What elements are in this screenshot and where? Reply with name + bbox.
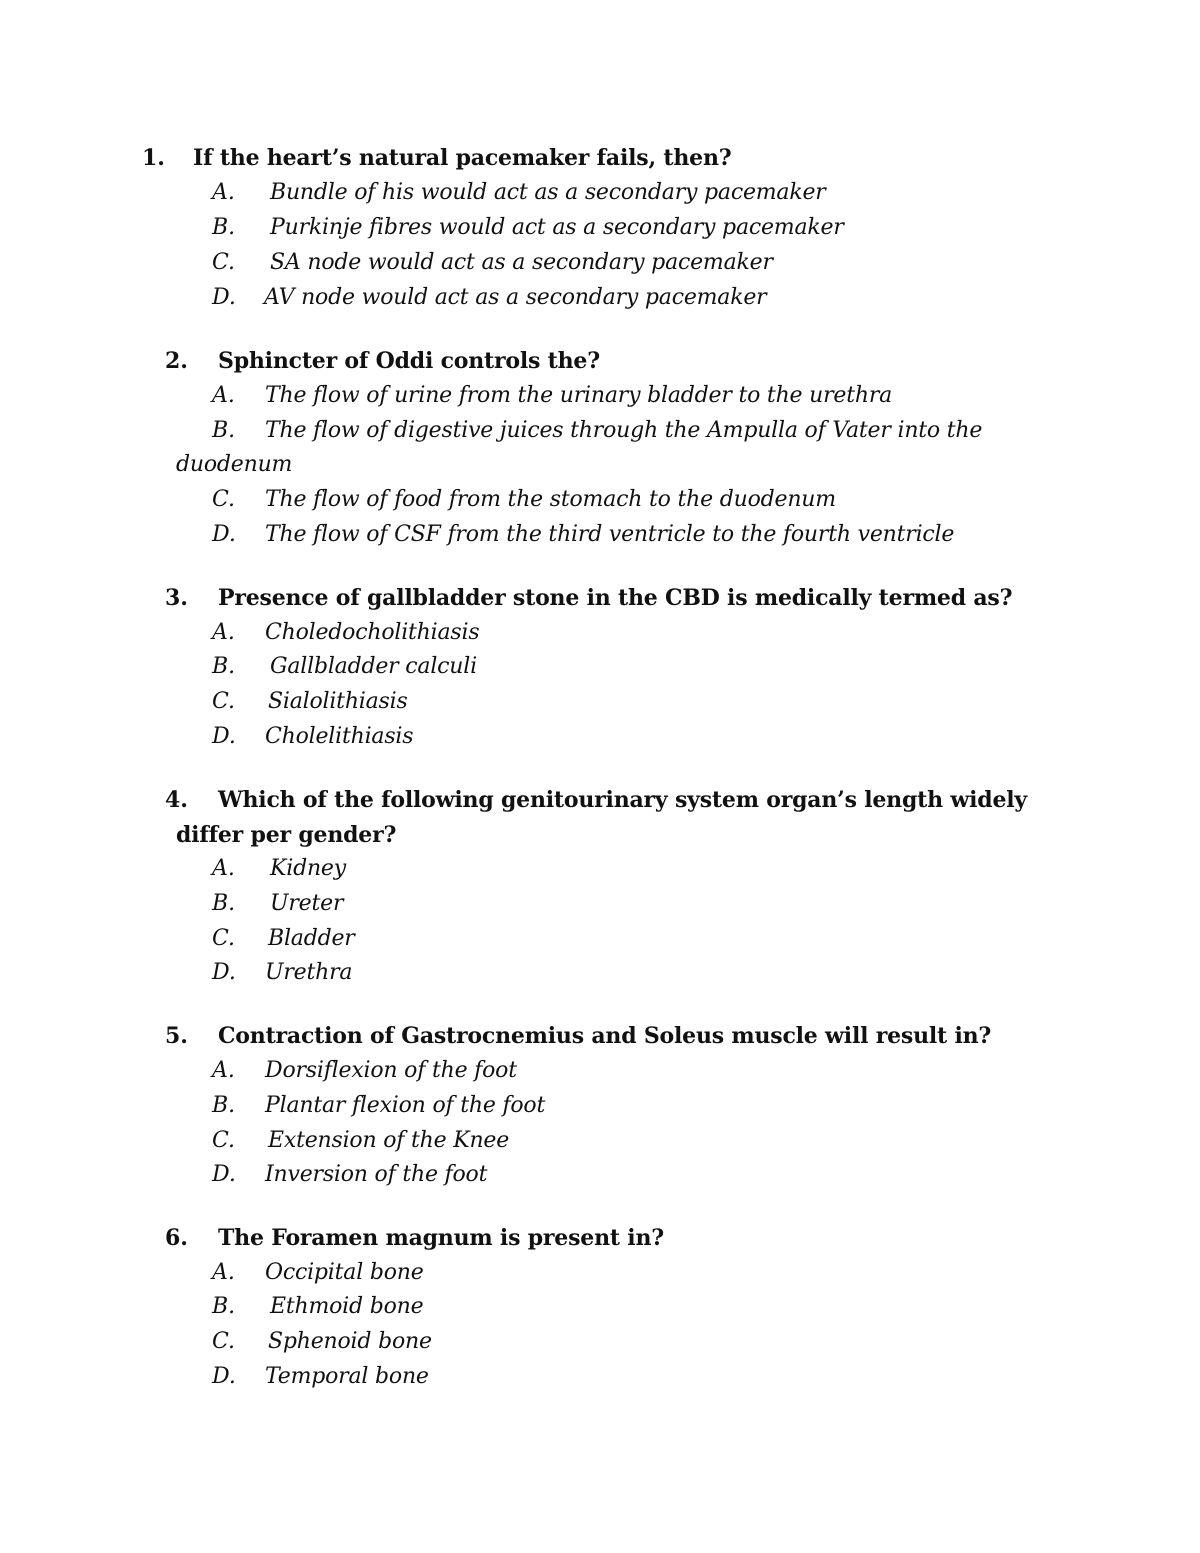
option-text: Dorsiflexion of the foot xyxy=(265,1058,517,1083)
option-text: The flow of digestive juices through the Ampulla of Vater into the xyxy=(265,418,983,443)
option-letter: A. xyxy=(212,1260,235,1285)
option-text: Sialolithiasis xyxy=(268,689,408,714)
option-text: Bundle of his would act as a secondary pacemaker xyxy=(270,180,826,205)
option-letter: B. xyxy=(212,215,236,240)
option-text: Sphenoid bone xyxy=(268,1329,432,1354)
option-letter: A. xyxy=(212,856,235,881)
option-text: Plantar flexion of the foot xyxy=(265,1093,546,1118)
option-text: Ethmoid bone xyxy=(270,1294,424,1319)
question-text: Which of the following genitourinary system organ’s length widely xyxy=(218,787,1027,813)
option-letter: A. xyxy=(212,1058,235,1083)
option-letter: B. xyxy=(212,1093,236,1118)
option-text: Cholelithiasis xyxy=(265,724,414,749)
question-text: Contraction of Gastrocnemius and Soleus muscle will result in? xyxy=(218,1023,992,1049)
option-text: The flow of food from the stomach to the duodenum xyxy=(265,487,836,512)
question-number: 6. xyxy=(165,1225,188,1251)
option-letter: C. xyxy=(212,689,236,714)
option-letter: C. xyxy=(212,250,236,275)
option-text: Kidney xyxy=(270,856,346,881)
option-text: The flow of urine from the urinary bladder to the urethra xyxy=(265,383,893,408)
option-letter: D. xyxy=(212,724,236,749)
option-text: The flow of CSF from the third ventricle to the fourth ventricle xyxy=(265,522,955,547)
option-letter: B. xyxy=(212,1294,236,1319)
question-number: 3. xyxy=(165,585,188,611)
question-number: 2. xyxy=(165,348,188,374)
option-text: AV node would act as a secondary pacemaker xyxy=(264,285,767,310)
option-text: Choledocholithiasis xyxy=(265,620,480,645)
question-text: Sphincter of Oddi controls the? xyxy=(218,348,600,374)
option-letter: D. xyxy=(212,522,236,547)
option-letter: C. xyxy=(212,926,236,951)
option-text: Temporal bone xyxy=(265,1364,429,1389)
option-text: Urethra xyxy=(265,960,353,985)
option-text: Gallbladder calculi xyxy=(270,654,477,679)
option-text: Inversion of the foot xyxy=(265,1162,488,1187)
question-number: 5. xyxy=(165,1023,188,1049)
option-text: Occipital bone xyxy=(265,1260,424,1285)
question-text: The Foramen magnum is present in? xyxy=(218,1225,664,1251)
option-letter: B. xyxy=(212,418,236,443)
option-text: Ureter xyxy=(270,891,344,916)
option-text-continuation: duodenum xyxy=(176,452,293,477)
question-number: 1. xyxy=(142,145,165,171)
option-letter: A. xyxy=(212,383,235,408)
option-letter: A. xyxy=(212,180,235,205)
option-letter: C. xyxy=(212,1128,236,1153)
option-letter: A. xyxy=(212,620,235,645)
option-text: SA node would act as a secondary pacemaker xyxy=(270,250,773,275)
option-text: Extension of the Knee xyxy=(268,1128,510,1153)
question-number: 4. xyxy=(165,787,188,813)
question-text-continuation: differ per gender? xyxy=(176,822,397,848)
option-letter: B. xyxy=(212,654,236,679)
question-text: If the heart’s natural pacemaker fails, then? xyxy=(193,145,732,171)
option-letter: B. xyxy=(212,891,236,916)
option-letter: C. xyxy=(212,487,236,512)
option-letter: D. xyxy=(212,960,236,985)
option-letter: D. xyxy=(212,285,236,310)
option-text: Bladder xyxy=(268,926,355,951)
option-letter: D. xyxy=(212,1162,236,1187)
question-text: Presence of gallbladder stone in the CBD is medically termed as? xyxy=(218,585,1013,611)
option-text: Purkinje fibres would act as a secondary pacemaker xyxy=(270,215,844,240)
option-letter: C. xyxy=(212,1329,236,1354)
option-letter: D. xyxy=(212,1364,236,1389)
